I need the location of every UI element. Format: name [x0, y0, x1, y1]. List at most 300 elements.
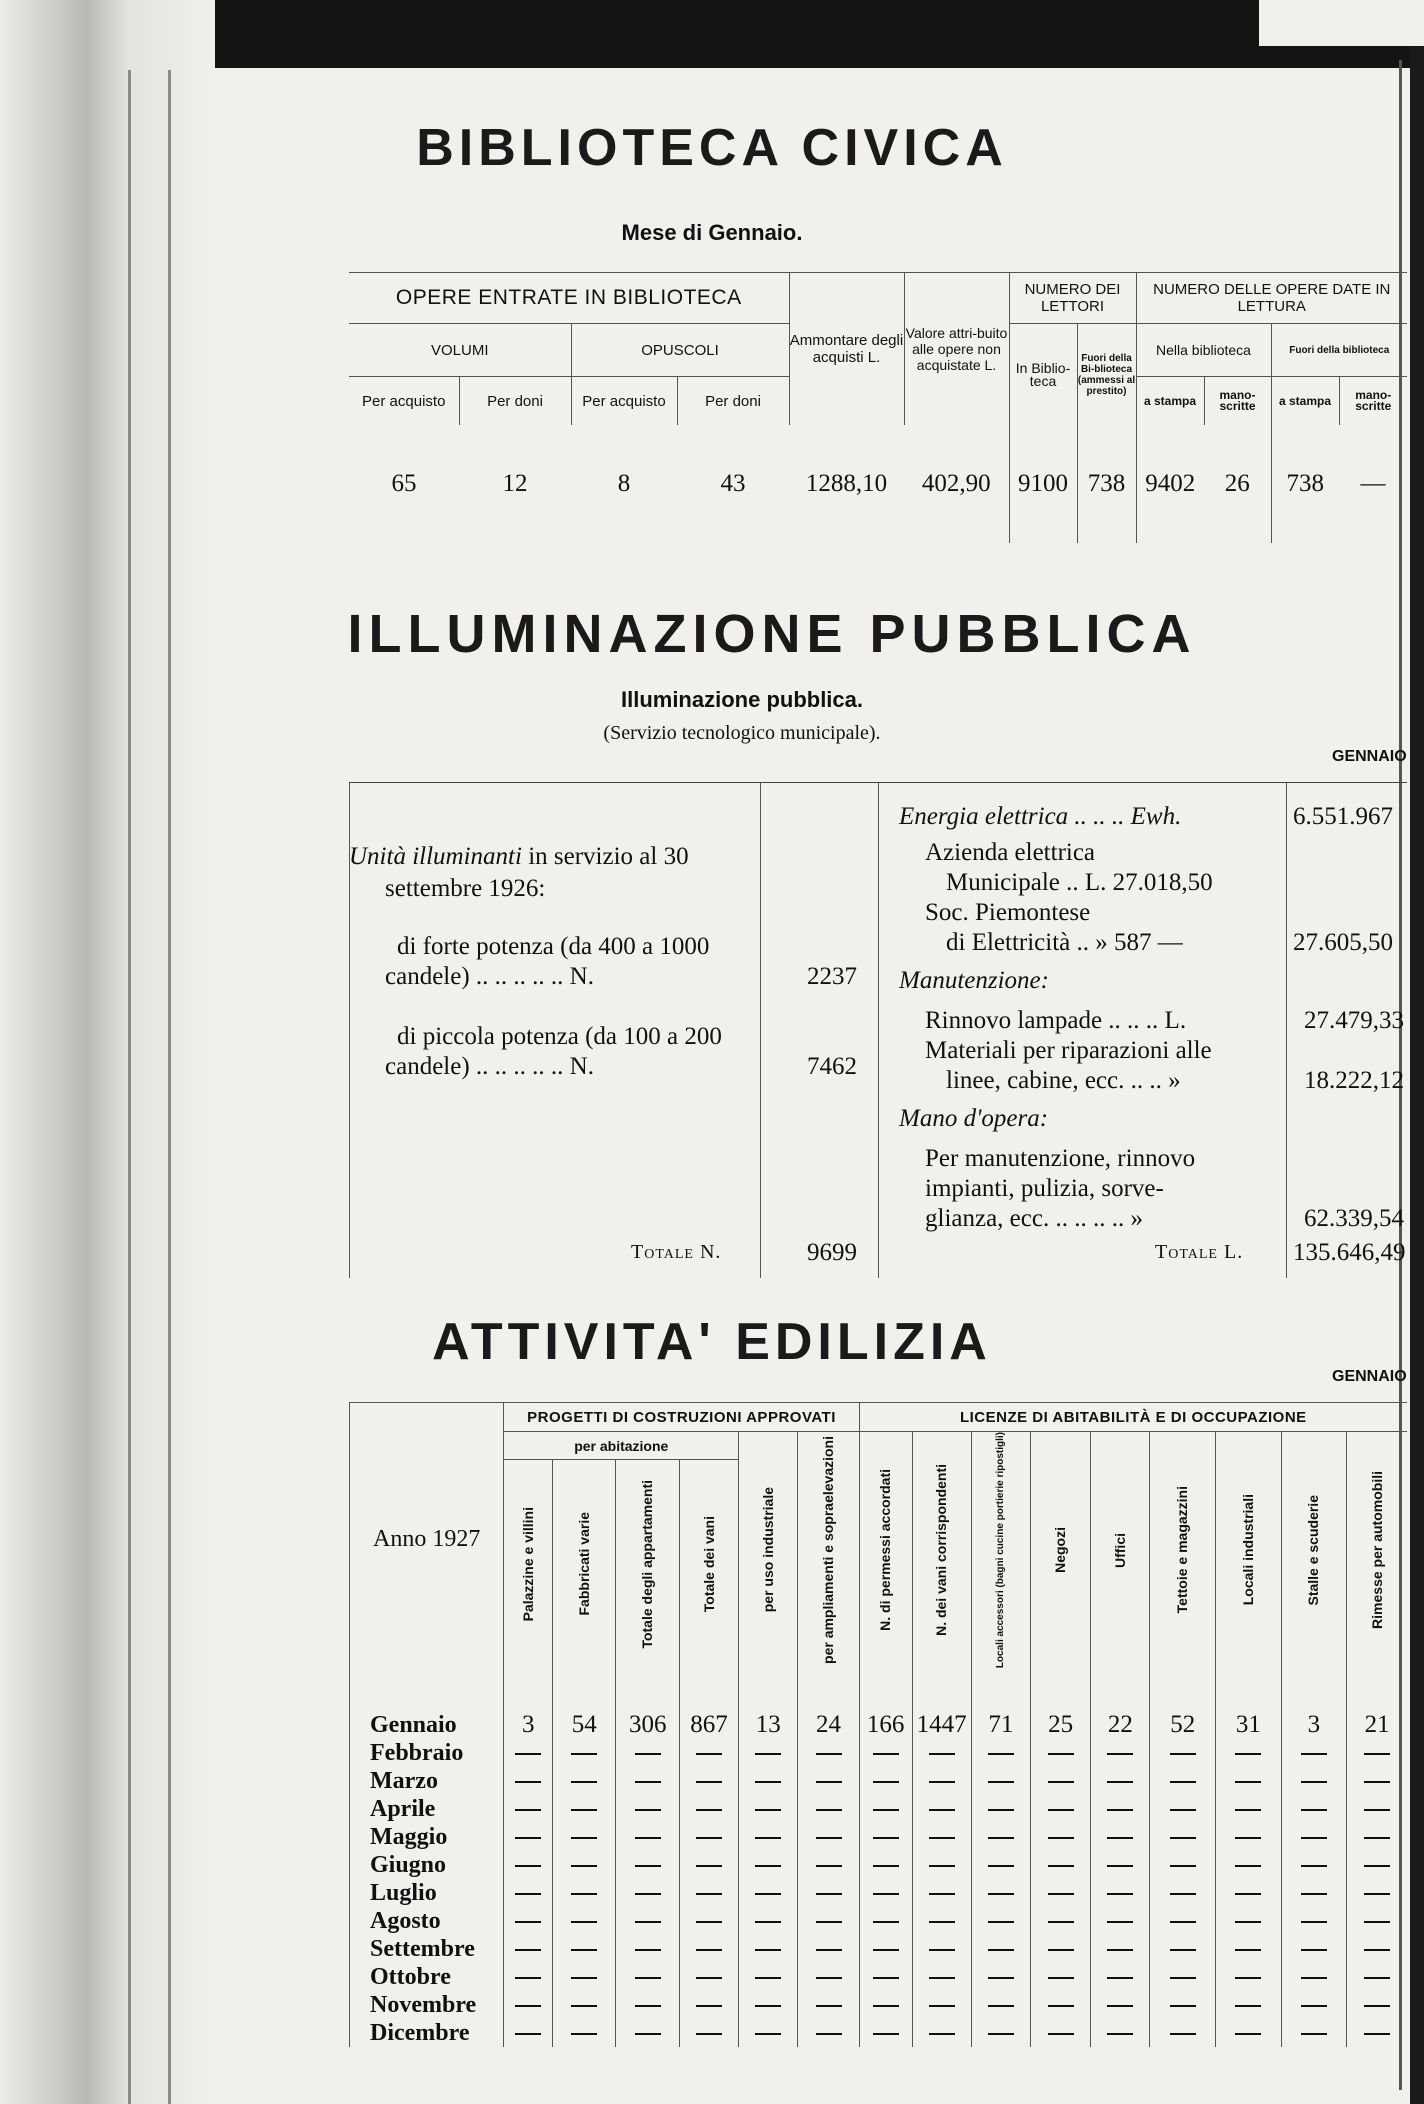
- empty-dash: [739, 1963, 798, 1991]
- empty-dash: [912, 1823, 971, 1851]
- dash-mark: [1048, 1893, 1074, 1895]
- month-label: Febbraio: [350, 1739, 504, 1767]
- per-abitazione-header: per abitazione: [504, 1432, 739, 1460]
- value-ammontare: 1288,10: [805, 470, 888, 497]
- dash-mark: [635, 1893, 661, 1895]
- illuminazione-table: [349, 782, 1407, 1278]
- month-value: 24: [798, 1675, 859, 1739]
- dash-mark: [1170, 1837, 1196, 1839]
- dash-mark: [635, 1949, 661, 1951]
- month-value: 3: [1281, 1675, 1347, 1739]
- dash-mark: [571, 1977, 597, 1979]
- empty-dash: [679, 1823, 738, 1851]
- empty-dash: [1150, 1739, 1216, 1767]
- dash-mark: [635, 2005, 661, 2007]
- empty-dash: [1281, 1795, 1347, 1823]
- dash-mark: [1048, 1865, 1074, 1867]
- value-volumi-acquisto: 65: [391, 470, 417, 497]
- empty-dash: [1150, 1991, 1216, 2019]
- empty-dash: [553, 1795, 616, 1823]
- dash-mark: [1301, 2005, 1327, 2007]
- group-licenze: LICENZE DI ABITABILITÀ E DI OCCUPAZIONE: [859, 1403, 1407, 1432]
- empty-dash: [1281, 1935, 1347, 1963]
- biblioteca-table: [349, 272, 1407, 543]
- dash-mark: [1364, 1893, 1390, 1895]
- empty-dash: [859, 1851, 912, 1879]
- empty-dash: [798, 2019, 859, 2047]
- dash-mark: [755, 1753, 781, 1755]
- dash-mark: [988, 2033, 1014, 2035]
- empty-dash: [553, 1991, 616, 2019]
- empty-dash: [616, 1991, 679, 2019]
- empty-dash: [912, 1991, 971, 2019]
- empty-dash: [679, 1795, 738, 1823]
- rinnovo-value: 27.479,33: [1304, 1007, 1404, 1034]
- empty-dash: [504, 1879, 553, 1907]
- header-numero-opere: NUMERO DELLE OPERE DATE IN LETTURA: [1136, 273, 1407, 324]
- empty-dash: [1030, 1963, 1090, 1991]
- empty-dash: [1347, 1963, 1407, 1991]
- col-tettoie: Tettoie e magazzini: [1150, 1432, 1216, 1676]
- dash-mark: [816, 2005, 842, 2007]
- empty-dash: [798, 1739, 859, 1767]
- empty-dash: [1347, 1851, 1407, 1879]
- empty-dash: [1347, 1907, 1407, 1935]
- dash-mark: [929, 1837, 955, 1839]
- dash-mark: [1364, 1865, 1390, 1867]
- value-nella-manoscritte: 26: [1224, 470, 1250, 497]
- empty-dash: [1030, 1851, 1090, 1879]
- forte-line1: di forte potenza (da 400 a 1000: [397, 933, 710, 960]
- dash-mark: [873, 1865, 899, 1867]
- empty-dash: [1216, 1907, 1282, 1935]
- dash-mark: [635, 1781, 661, 1783]
- piccola-line2: candele) .. .. .. .. .. N.: [385, 1053, 594, 1080]
- month-label: Settembre: [350, 1935, 504, 1963]
- per-value: 62.339,54: [1304, 1205, 1404, 1232]
- dash-mark: [1364, 1977, 1390, 1979]
- value-opuscoli-doni: 43: [720, 470, 746, 497]
- illuminazione-title: ILLUMINAZIONE PUBBLICA: [347, 604, 1197, 664]
- per-line2: impianti, pulizia, sorve-: [925, 1175, 1164, 1202]
- empty-dash: [1091, 2019, 1150, 2047]
- empty-dash: [504, 1963, 553, 1991]
- header-numero-lettori: NUMERO DEI LETTORI: [1009, 273, 1136, 324]
- empty-dash: [616, 1739, 679, 1767]
- header-nella-manoscritte: mano-scritte: [1204, 377, 1271, 426]
- empty-dash: [912, 1879, 971, 1907]
- dash-mark: [1301, 1753, 1327, 1755]
- empty-dash: [679, 1907, 738, 1935]
- empty-dash: [859, 2019, 912, 2047]
- scan-right-border: [1410, 46, 1424, 2104]
- dash-mark: [929, 1753, 955, 1755]
- empty-dash: [912, 1963, 971, 1991]
- dash-mark: [1364, 2033, 1390, 2035]
- dash-mark: [1107, 2005, 1133, 2007]
- header-opuscoli-doni: Per doni: [677, 377, 789, 426]
- empty-dash: [1091, 1851, 1150, 1879]
- dash-mark: [873, 1977, 899, 1979]
- empty-dash: [1216, 1991, 1282, 2019]
- month-row: [350, 1675, 1408, 1739]
- dash-mark: [1364, 1781, 1390, 1783]
- dash-mark: [873, 2005, 899, 2007]
- empty-dash: [971, 1767, 1030, 1795]
- dash-mark: [988, 1809, 1014, 1811]
- right-totale-value: 135.646,49: [1293, 1239, 1406, 1266]
- dash-mark: [873, 1837, 899, 1839]
- empty-dash: [504, 1795, 553, 1823]
- empty-dash: [1091, 1739, 1150, 1767]
- empty-dash: [1091, 1963, 1150, 1991]
- empty-dash: [739, 2019, 798, 2047]
- empty-dash: [1150, 1823, 1216, 1851]
- empty-dash: [1091, 1991, 1150, 2019]
- edilizia-body: [350, 1675, 1408, 2047]
- col-locali-industriali: Locali industriali: [1216, 1432, 1282, 1676]
- empty-dash: [1030, 1795, 1090, 1823]
- empty-dash: [504, 1907, 553, 1935]
- dash-mark: [1235, 1977, 1261, 1979]
- dash-mark: [755, 2005, 781, 2007]
- dash-mark: [696, 1893, 722, 1895]
- empty-dash: [1091, 1935, 1150, 1963]
- left-totale-label: Totale N.: [631, 1241, 722, 1263]
- empty-dash: [971, 1795, 1030, 1823]
- dash-mark: [988, 1921, 1014, 1923]
- empty-dash: [971, 1963, 1030, 1991]
- empty-dash: [679, 1851, 738, 1879]
- soc-line2: di Elettricità .. » 587 —: [946, 929, 1183, 956]
- header-in-biblioteca: In Biblio-teca: [1009, 324, 1077, 426]
- empty-dash: [1150, 2019, 1216, 2047]
- dash-mark: [873, 1781, 899, 1783]
- dash-mark: [1107, 1921, 1133, 1923]
- empty-dash: [1281, 1823, 1347, 1851]
- materiali-value: 18.222,12: [1304, 1067, 1404, 1094]
- dash-mark: [873, 1753, 899, 1755]
- dash-mark: [1048, 1949, 1074, 1951]
- right-totale-label: Totale L.: [1155, 1241, 1244, 1263]
- empty-dash: [1030, 1935, 1090, 1963]
- value-fuori-stampa: 738: [1271, 425, 1339, 543]
- dash-mark: [696, 1781, 722, 1783]
- dash-mark: [1364, 1949, 1390, 1951]
- illuminazione-subtitle2: (Servizio tecnologico municipale).: [603, 722, 881, 744]
- divider: [878, 783, 879, 1278]
- col-vani: Totale dei vani: [679, 1460, 738, 1676]
- empty-dash: [1091, 1795, 1150, 1823]
- value-nella-stampa: 9402: [1136, 425, 1204, 543]
- dash-mark: [816, 1781, 842, 1783]
- dash-mark: [755, 1865, 781, 1867]
- dash-mark: [1364, 1809, 1390, 1811]
- empty-dash: [1281, 1851, 1347, 1879]
- dash-mark: [515, 1781, 541, 1783]
- empty-dash: [912, 1851, 971, 1879]
- col-vani-corrispondenti: N. dei vani corrispondenti: [912, 1432, 971, 1676]
- dash-mark: [635, 1977, 661, 1979]
- dash-mark: [1048, 1921, 1074, 1923]
- empty-dash: [1216, 2019, 1282, 2047]
- edilizia-table: [349, 1402, 1407, 2047]
- empty-dash: [679, 1935, 738, 1963]
- month-label: Agosto: [350, 1907, 504, 1935]
- dash-mark: [1107, 1865, 1133, 1867]
- dash-mark: [873, 1809, 899, 1811]
- dash-mark: [755, 1949, 781, 1951]
- month-label: Giugno: [350, 1851, 504, 1879]
- col-permessi: N. di permessi accordati: [859, 1432, 912, 1676]
- dash-mark: [1301, 1865, 1327, 1867]
- empty-dash: [739, 1767, 798, 1795]
- empty-dash: [553, 1879, 616, 1907]
- dash-mark: [755, 1809, 781, 1811]
- empty-dash: [553, 1739, 616, 1767]
- value-lettori-fuori: 738: [1077, 425, 1136, 543]
- dash-mark: [1301, 1893, 1327, 1895]
- empty-dash: [859, 1739, 912, 1767]
- month-label: Marzo: [350, 1767, 504, 1795]
- dash-mark: [635, 1921, 661, 1923]
- dash-mark: [1235, 1809, 1261, 1811]
- dash-mark: [571, 1949, 597, 1951]
- dash-mark: [988, 1977, 1014, 1979]
- header-fuori-stampa: a stampa: [1271, 377, 1339, 426]
- month-value: 21: [1347, 1675, 1407, 1739]
- dash-mark: [1364, 2005, 1390, 2007]
- dash-mark: [929, 1977, 955, 1979]
- dash-mark: [1107, 1837, 1133, 1839]
- dash-mark: [1170, 1977, 1196, 1979]
- empty-dash: [1281, 1739, 1347, 1767]
- dash-mark: [816, 1865, 842, 1867]
- empty-dash: [1281, 1991, 1347, 2019]
- divider: [1286, 783, 1287, 1278]
- dash-mark: [515, 1865, 541, 1867]
- month-value: 1447: [912, 1675, 971, 1739]
- dash-mark: [988, 1865, 1014, 1867]
- dash-mark: [988, 1949, 1014, 1951]
- header-nella-stampa: a stampa: [1136, 377, 1204, 426]
- dash-mark: [988, 1893, 1014, 1895]
- empty-dash: [859, 1879, 912, 1907]
- header-nella-biblioteca: Nella biblioteca: [1136, 324, 1271, 377]
- dash-mark: [929, 1893, 955, 1895]
- piccola-value: 7462: [807, 1053, 857, 1080]
- empty-dash: [1347, 1879, 1407, 1907]
- empty-dash: [971, 1935, 1030, 1963]
- dash-mark: [1170, 1949, 1196, 1951]
- binding-line: [128, 70, 131, 2104]
- dash-mark: [1170, 1753, 1196, 1755]
- empty-dash: [1281, 1907, 1347, 1935]
- dash-mark: [1170, 1921, 1196, 1923]
- energia-value: 6.551.967: [1293, 803, 1393, 830]
- dash-mark: [1107, 1949, 1133, 1951]
- soc-line1: Soc. Piemontese: [925, 899, 1091, 926]
- dash-mark: [1170, 1809, 1196, 1811]
- header-opere-entrate: OPERE ENTRATE IN BIBLIOTECA: [349, 273, 789, 324]
- biblioteca-subtitle: Mese di Gennaio.: [621, 220, 803, 245]
- dash-mark: [1170, 1865, 1196, 1867]
- month-label: Gennaio: [350, 1675, 504, 1739]
- azienda-line2: Municipale .. L. 27.018,50: [946, 869, 1213, 896]
- dash-mark: [873, 1949, 899, 1951]
- empty-dash: [679, 1963, 738, 1991]
- dash-mark: [571, 1893, 597, 1895]
- dash-mark: [1364, 1921, 1390, 1923]
- biblioteca-title: BIBLIOTECA CIVICA: [416, 119, 1008, 177]
- empty-dash: [971, 1823, 1030, 1851]
- edilizia-month: GENNAIO: [1332, 1368, 1407, 1385]
- dash-mark: [1235, 1837, 1261, 1839]
- empty-dash: [739, 1879, 798, 1907]
- empty-dash: [1281, 2019, 1347, 2047]
- empty-dash: [679, 1767, 738, 1795]
- empty-dash: [553, 1851, 616, 1879]
- dash-mark: [1301, 1781, 1327, 1783]
- month-label: Ottobre: [350, 1963, 504, 1991]
- dash-mark: [696, 1809, 722, 1811]
- illuminazione-subtitle: Illuminazione pubblica.: [620, 687, 864, 712]
- dash-mark: [1170, 2033, 1196, 2035]
- dash-mark: [988, 2005, 1014, 2007]
- forte-line2: candele) .. .. .. .. .. N.: [385, 963, 594, 990]
- col-ampliamenti: per ampliamenti e sopraelevazioni: [798, 1432, 859, 1676]
- empty-dash: [971, 1991, 1030, 2019]
- month-value: 31: [1216, 1675, 1282, 1739]
- empty-dash: [616, 1851, 679, 1879]
- empty-dash: [504, 2019, 553, 2047]
- mano-label: Mano d'opera:: [899, 1105, 1049, 1132]
- dash-mark: [988, 1753, 1014, 1755]
- dash-mark: [515, 1753, 541, 1755]
- empty-dash: [1216, 1767, 1282, 1795]
- dash-mark: [1235, 2033, 1261, 2035]
- materiali-line1: Materiali per riparazioni alle: [925, 1037, 1212, 1064]
- dash-mark: [755, 1977, 781, 1979]
- dash-mark: [1107, 1809, 1133, 1811]
- empty-dash: [859, 1991, 912, 2019]
- header-fuori-biblioteca: Fuori della Bi-blioteca (ammessi al prestito): [1077, 324, 1136, 426]
- dash-mark: [515, 1837, 541, 1839]
- month-value: 25: [1030, 1675, 1090, 1739]
- month-row: [350, 1739, 1408, 1767]
- dash-mark: [1048, 1753, 1074, 1755]
- month-row: [350, 1963, 1408, 1991]
- scan-binding-shadow: [0, 0, 215, 2104]
- empty-dash: [616, 1935, 679, 1963]
- dash-mark: [988, 1781, 1014, 1783]
- empty-dash: [798, 1851, 859, 1879]
- illuminazione-month: GENNAIO: [1332, 748, 1407, 765]
- empty-dash: [1150, 1907, 1216, 1935]
- empty-dash: [912, 1767, 971, 1795]
- empty-dash: [616, 1963, 679, 1991]
- group-progetti: PROGETTI DI COSTRUZIONI APPROVATI: [504, 1403, 859, 1432]
- month-row: [350, 2019, 1408, 2047]
- header-ammontare: Ammontare degli acquisti L.: [789, 273, 904, 426]
- value-valore: 402,90: [921, 470, 991, 497]
- energia-line: Energia elettrica .. .. .. Ewh.: [899, 803, 1182, 830]
- dash-mark: [1301, 2033, 1327, 2035]
- month-row: [350, 1907, 1408, 1935]
- dash-mark: [515, 1977, 541, 1979]
- col-stalle: Stalle e scuderie: [1281, 1432, 1347, 1676]
- dash-mark: [515, 2005, 541, 2007]
- empty-dash: [616, 2019, 679, 2047]
- dash-mark: [1170, 1893, 1196, 1895]
- dash-mark: [1170, 1781, 1196, 1783]
- empty-dash: [739, 1935, 798, 1963]
- empty-dash: [798, 1907, 859, 1935]
- edilizia-title: ATTIVITA' EDILIZIA: [432, 1313, 992, 1371]
- empty-dash: [798, 1823, 859, 1851]
- dash-mark: [755, 2033, 781, 2035]
- empty-dash: [1216, 1963, 1282, 1991]
- dash-mark: [571, 1837, 597, 1839]
- azienda-line1: Azienda elettrica: [925, 839, 1096, 866]
- empty-dash: [1150, 1879, 1216, 1907]
- dash-mark: [515, 1921, 541, 1923]
- dash-mark: [1301, 1921, 1327, 1923]
- empty-dash: [859, 1935, 912, 1963]
- dash-mark: [755, 1837, 781, 1839]
- month-row: [350, 1991, 1408, 2019]
- dash-mark: [929, 1809, 955, 1811]
- dash-mark: [1048, 1837, 1074, 1839]
- header-opuscoli-acquisto: Per acquisto: [571, 377, 677, 426]
- dash-mark: [1364, 1753, 1390, 1755]
- dash-mark: [816, 1809, 842, 1811]
- value-fuori-manoscritte: —: [1360, 470, 1386, 497]
- dash-mark: [816, 1837, 842, 1839]
- dash-mark: [515, 2033, 541, 2035]
- empty-dash: [1091, 1907, 1150, 1935]
- empty-dash: [679, 1991, 738, 2019]
- empty-dash: [859, 1963, 912, 1991]
- dash-mark: [1235, 2005, 1261, 2007]
- dash-mark: [1048, 1781, 1074, 1783]
- dash-mark: [515, 1949, 541, 1951]
- anno-header: Anno 1927: [350, 1403, 504, 1676]
- empty-dash: [1216, 1935, 1282, 1963]
- empty-dash: [553, 1935, 616, 1963]
- empty-dash: [1091, 1767, 1150, 1795]
- per-line3: glianza, ecc. .. .. .. .. »: [925, 1205, 1143, 1232]
- piccola-line1: di piccola potenza (da 100 a 200: [397, 1023, 722, 1050]
- empty-dash: [1347, 1767, 1407, 1795]
- dash-mark: [1235, 1921, 1261, 1923]
- empty-dash: [739, 1823, 798, 1851]
- col-rimesse: Rimesse per automobili: [1347, 1432, 1407, 1676]
- dash-mark: [635, 1753, 661, 1755]
- dash-mark: [635, 2033, 661, 2035]
- empty-dash: [971, 2019, 1030, 2047]
- empty-dash: [1216, 1739, 1282, 1767]
- dash-mark: [1170, 2005, 1196, 2007]
- month-row: [350, 1795, 1408, 1823]
- dash-mark: [1048, 1809, 1074, 1811]
- empty-dash: [679, 1739, 738, 1767]
- dash-mark: [755, 1921, 781, 1923]
- dash-mark: [816, 1949, 842, 1951]
- empty-dash: [553, 2019, 616, 2047]
- dash-mark: [873, 1893, 899, 1895]
- col-uffici: Uffici: [1091, 1432, 1150, 1676]
